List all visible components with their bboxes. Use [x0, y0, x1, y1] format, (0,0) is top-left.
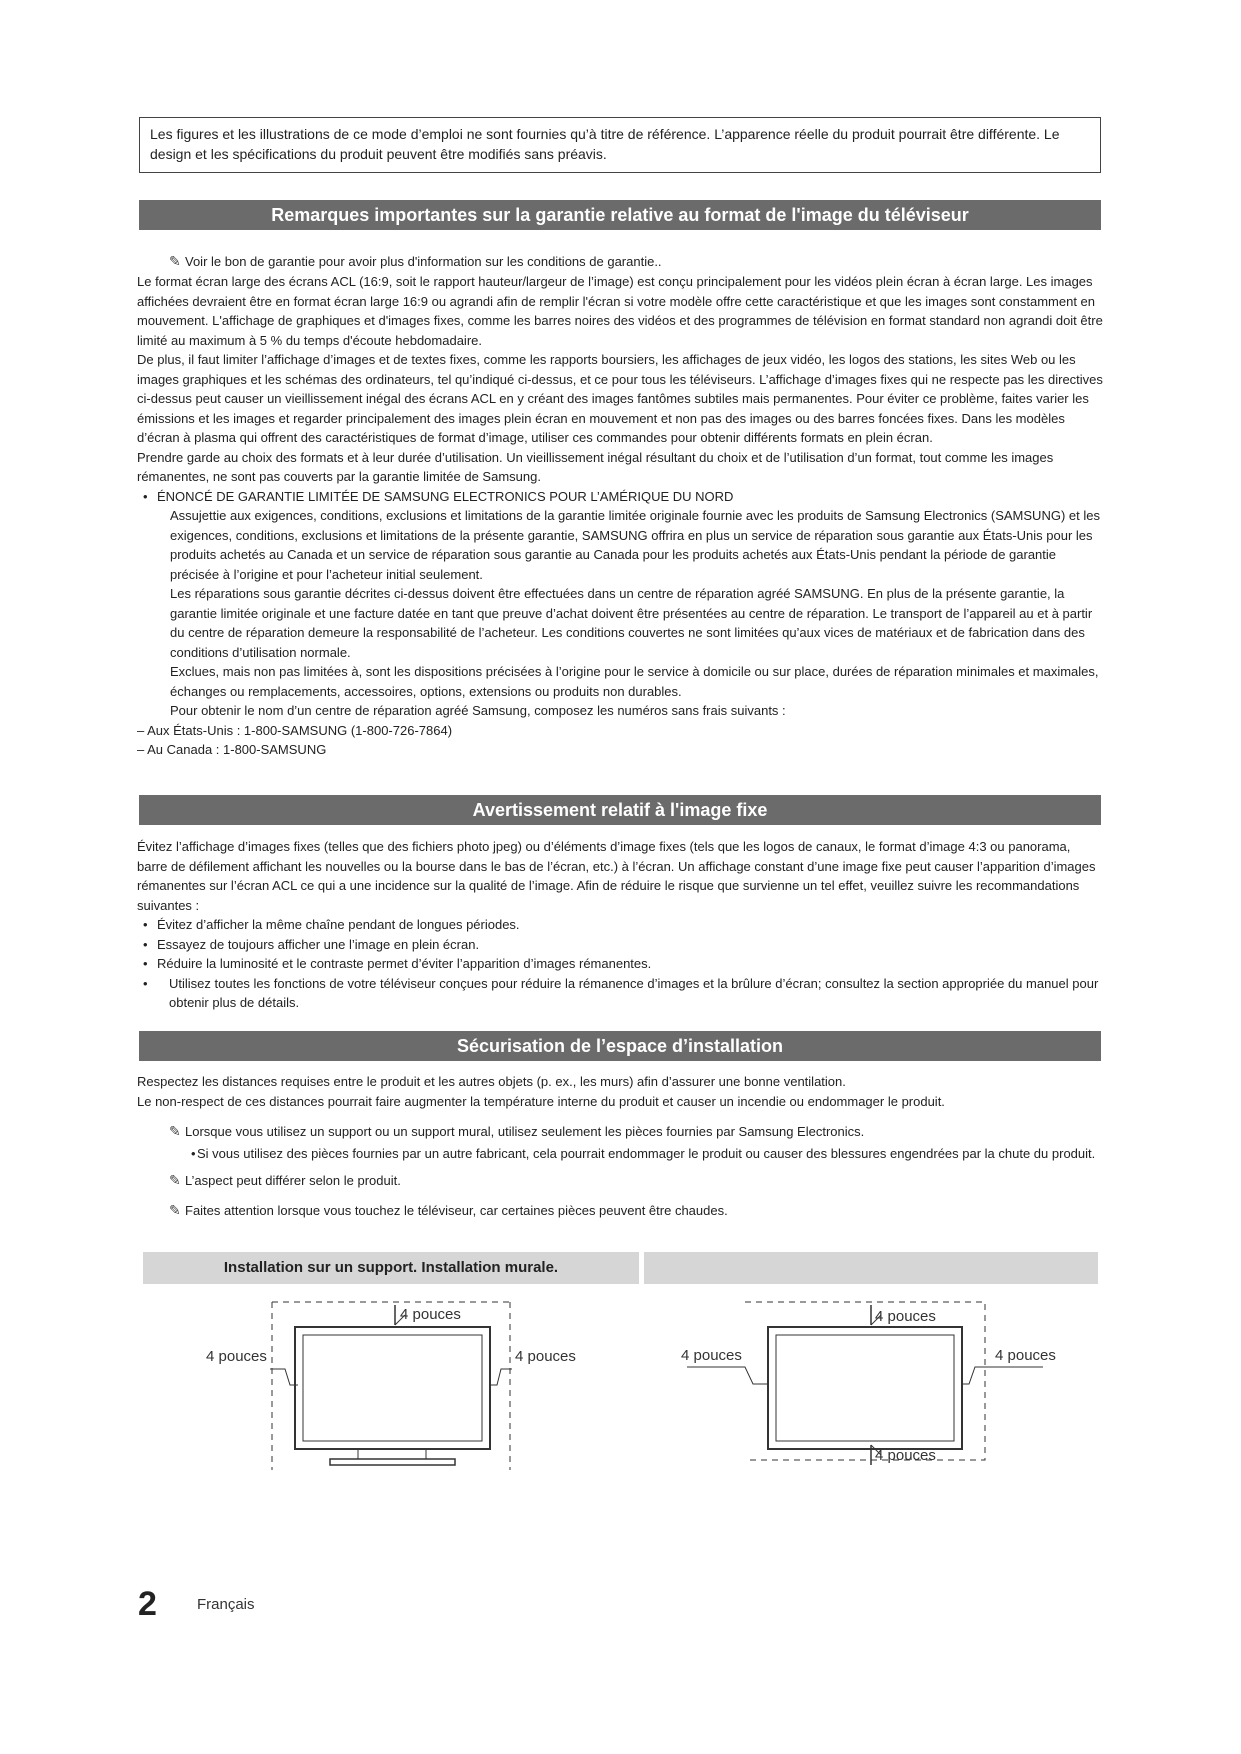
warranty-bullet-text: ÉNONCÉ DE GARANTIE LIMITÉE DE SAMSUNG ELECTRONICS POUR L’AMÉRIQUE DU NORD	[157, 488, 734, 504]
stand-installation-diagram	[190, 1295, 590, 1470]
bullet-icon: •	[143, 956, 148, 971]
installation-type-label-blank	[644, 1252, 1098, 1284]
installation-notes	[169, 1122, 1099, 1220]
installation-type-label: Installation sur un support. Installation murale.	[143, 1252, 639, 1284]
warranty-body	[137, 272, 1103, 760]
installation-note-text: Faites attention lorsque vous touchez le téléviseur, car certaines pièces peuvent être chaudes.	[185, 1202, 728, 1218]
section-header-warranty: Remarques importantes sur la garantie relative au format de l'image du téléviseur	[139, 200, 1101, 230]
still-image-bullet-text: Utilisez toutes les fonctions de votre téléviseur conçues pour réduire la rémanence d’images et la brûlure d’écran; consultez la section appropriée du manuel pour obtenir plus de détails.	[169, 975, 1099, 1010]
still-image-bullet-text: Évitez d’afficher la même chaîne pendant de longues périodes.	[157, 917, 520, 932]
warranty-statement-paragraph: Pour obtenir le nom d’un centre de réparation agréé Samsung, composez les numéros sans frais suivants :	[170, 703, 786, 718]
warranty-statement-paragraph: Exclues, mais non pas limitées à, sont les dispositions précisées à l’origine pour le service à domicile ou sur place, durées de réparation minimales et maximales, échanges ou remplacements, accessoires, options, extensions ou produits non durables.	[170, 664, 1099, 699]
still-image-paragraph: Évitez l’affichage d’images fixes (telles que des fichiers photo jpeg) ou d’éléments d’image fixes (tels que les logos de canaux, le format d’image 4:3 ou panorama, barre de défilement affichant les nouvelles ou la bourse dans le bas de l’écran, etc.) à l’écran. Un affichage constant d’une image fixe peut causer l’apparition d’images rémanentes sur l’écran ACL ce qui a une incidence sur la qualité de l’image. Afin de réduire le risque que survienne un tel effet, veuillez suivre les recommandations suivantes :	[137, 839, 1096, 913]
reference-notice	[139, 117, 1101, 173]
section-header-still-image: Avertissement relatif à l'image fixe	[139, 795, 1101, 825]
warranty-paragraph: De plus, il faut limiter l’affichage d’images et de textes fixes, comme les rapports boursiers, les affichages de jeux vidéo, les logos des stations, les sites Web ou les images graphiques et les schémas des ordinateurs, tel qu’indiqué ci-dessus, et ce pour tous les téléviseurs. L’affichage d’images fixes qui ne respecte pas les directives ci-dessus peut causer un vieillissement inégal des écrans ACL en y créant des images fantômes subtiles mais permanentes. Pour éviter ce problème, faites varier les émissions et les images et regarder principalement des images plein écran en mouvement et non pas des images ou des barres foncées fixes. Dans les modèles d’écran à plasma qui offrent des caractéristiques de format d’image, utiliser ces commandes pour obtenir différents formats en plein écran.	[137, 352, 1103, 445]
clearance-top-label: 4 pouces	[875, 1308, 936, 1325]
warranty-paragraph: Le format écran large des écrans ACL (16:9, soit le rapport hauteur/largeur de l’image) est conçu principalement pour les vidéos plein écran à écran large. Les images affichées devraient être en format écran large 16:9 ou agrandi afin de remplir l'écran si votre modèle offre cette caractéristique et que les images sont constamment en mouvement. L'affichage de graphiques et d'images fixes, comme les barres noires des vidéos et des programmes de télévision en format standard non agrandi doit être limité au maximum à 5 % du temps d'écoute hebdomadaire.	[137, 274, 1103, 348]
installation-subnote-text: Si vous utilisez des pièces fournies par un autre fabricant, cela pourrait endommager le produit ou causer des blessures engendrées par la chute du produit.	[197, 1145, 1096, 1161]
clearance-top-label: 4 pouces	[400, 1306, 461, 1323]
installation-note-text: Lorsque vous utilisez un support ou un support mural, utilisez seulement les pièces fournies par Samsung Electronics.	[185, 1124, 865, 1139]
clearance-right-label: 4 pouces	[515, 1348, 576, 1365]
bullet-icon: •	[191, 1145, 196, 1161]
wall-mount-installation-diagram	[675, 1295, 1070, 1470]
note-pencil-icon: ✎	[169, 1201, 181, 1218]
still-image-bullet-text: Essayez de toujours afficher une l’image en plein écran.	[157, 936, 480, 952]
still-image-bullet-text: Réduire la luminosité et le contraste permet d’éviter l’apparition d’images rémanentes.	[157, 956, 652, 971]
section-header-installation: Sécurisation de l’espace d’installation	[139, 1031, 1101, 1061]
clearance-bottom-label: 4 pouces	[875, 1447, 936, 1464]
still-image-bullet	[137, 974, 1103, 1013]
clearance-right-label: 4 pouces	[995, 1347, 1056, 1364]
bullet-icon: •	[143, 936, 148, 952]
still-image-body	[137, 837, 1103, 1013]
note-pencil-icon: ✎	[169, 253, 181, 269]
note-pencil-icon: ✎	[169, 1172, 181, 1188]
warranty-statement-paragraph: Les réparations sous garantie décrites ci-dessus doivent être effectuées dans un centre de réparation agréé SAMSUNG. En plus de la présente garantie, la garantie limitée originale et une facture datée en tant que preuve d’achat doivent être présentées au centre de réparation. Le transport de l’appareil au et à partir du centre de réparation demeure la responsabilité de l’acheteur. Les conditions couvertes ne sont limitées qu’aux vices de matériaux et de fabrication dans des conditions d’utilisation normale.	[170, 586, 1093, 660]
still-image-bullet	[137, 954, 1103, 974]
bullet-icon: •	[143, 975, 148, 991]
note-pencil-icon: ✎	[169, 1123, 181, 1139]
reference-notice-text: Les figures et les illustrations de ce mode d’emploi ne sont fournies qu’à titre de référence. L’apparence réelle du produit pourrait être différente. Le design et les spécifications du produit peuvent être modifiés sans préavis.	[150, 126, 1060, 162]
installation-paragraph: Le non-respect de ces distances pourrait faire augmenter la température interne du produit et causer un incendie ou endommager le produit.	[137, 1093, 945, 1109]
installation-note-text: L’aspect peut différer selon le produit.	[185, 1173, 401, 1188]
bullet-icon: •	[143, 488, 148, 504]
warranty-statement	[137, 506, 1103, 721]
clearance-left-label: 4 pouces	[681, 1347, 742, 1364]
clearance-left-label: 4 pouces	[206, 1348, 267, 1365]
page-language: Français	[197, 1596, 255, 1613]
warranty-statement-paragraph: Assujettie aux exigences, conditions, exclusions et limitations de la garantie limitée originale fournie avec les produits de Samsung Electronics (SAMSUNG) et les exigences, conditions, exclusions et limitations de la présente garantie, SAMSUNG offrira en plus un service de réparation sous garantie aux États-Unis pour les produits achetés au Canada et un service de réparation sous garantie au Canada pour les produits achetés aux États-Unis pendant la période de garantie précisée à l’origine et pour l’acheteur initial seulement.	[170, 508, 1100, 582]
bullet-icon: •	[143, 917, 148, 932]
warranty-paragraph: Prendre garde au choix des formats et à leur durée d’utilisation. Un vieillissement inégal résultant du choix et de l’utilisation d’un format, tout comme les images rémanentes, ne sont pas couverts par la garantie limitée de Samsung.	[137, 449, 1054, 484]
installation-paragraph: Respectez les distances requises entre le produit et les autres objets (p. ex., les murs) afin d’assurer une bonne ventilation.	[137, 1074, 846, 1089]
warranty-bullet	[137, 487, 1103, 507]
phone-us: – Aux États-Unis : 1-800-SAMSUNG (1-800-726-7864)	[137, 722, 453, 738]
still-image-bullet	[137, 935, 1103, 955]
warranty-note	[169, 252, 1099, 272]
warranty-note-text: Voir le bon de garantie pour avoir plus d'information sur les conditions de garantie..	[185, 254, 662, 269]
page-number: 2	[138, 1585, 157, 1623]
installation-body	[137, 1072, 1103, 1111]
still-image-bullet	[137, 915, 1103, 935]
phone-canada: – Au Canada : 1-800-SAMSUNG	[137, 742, 327, 757]
